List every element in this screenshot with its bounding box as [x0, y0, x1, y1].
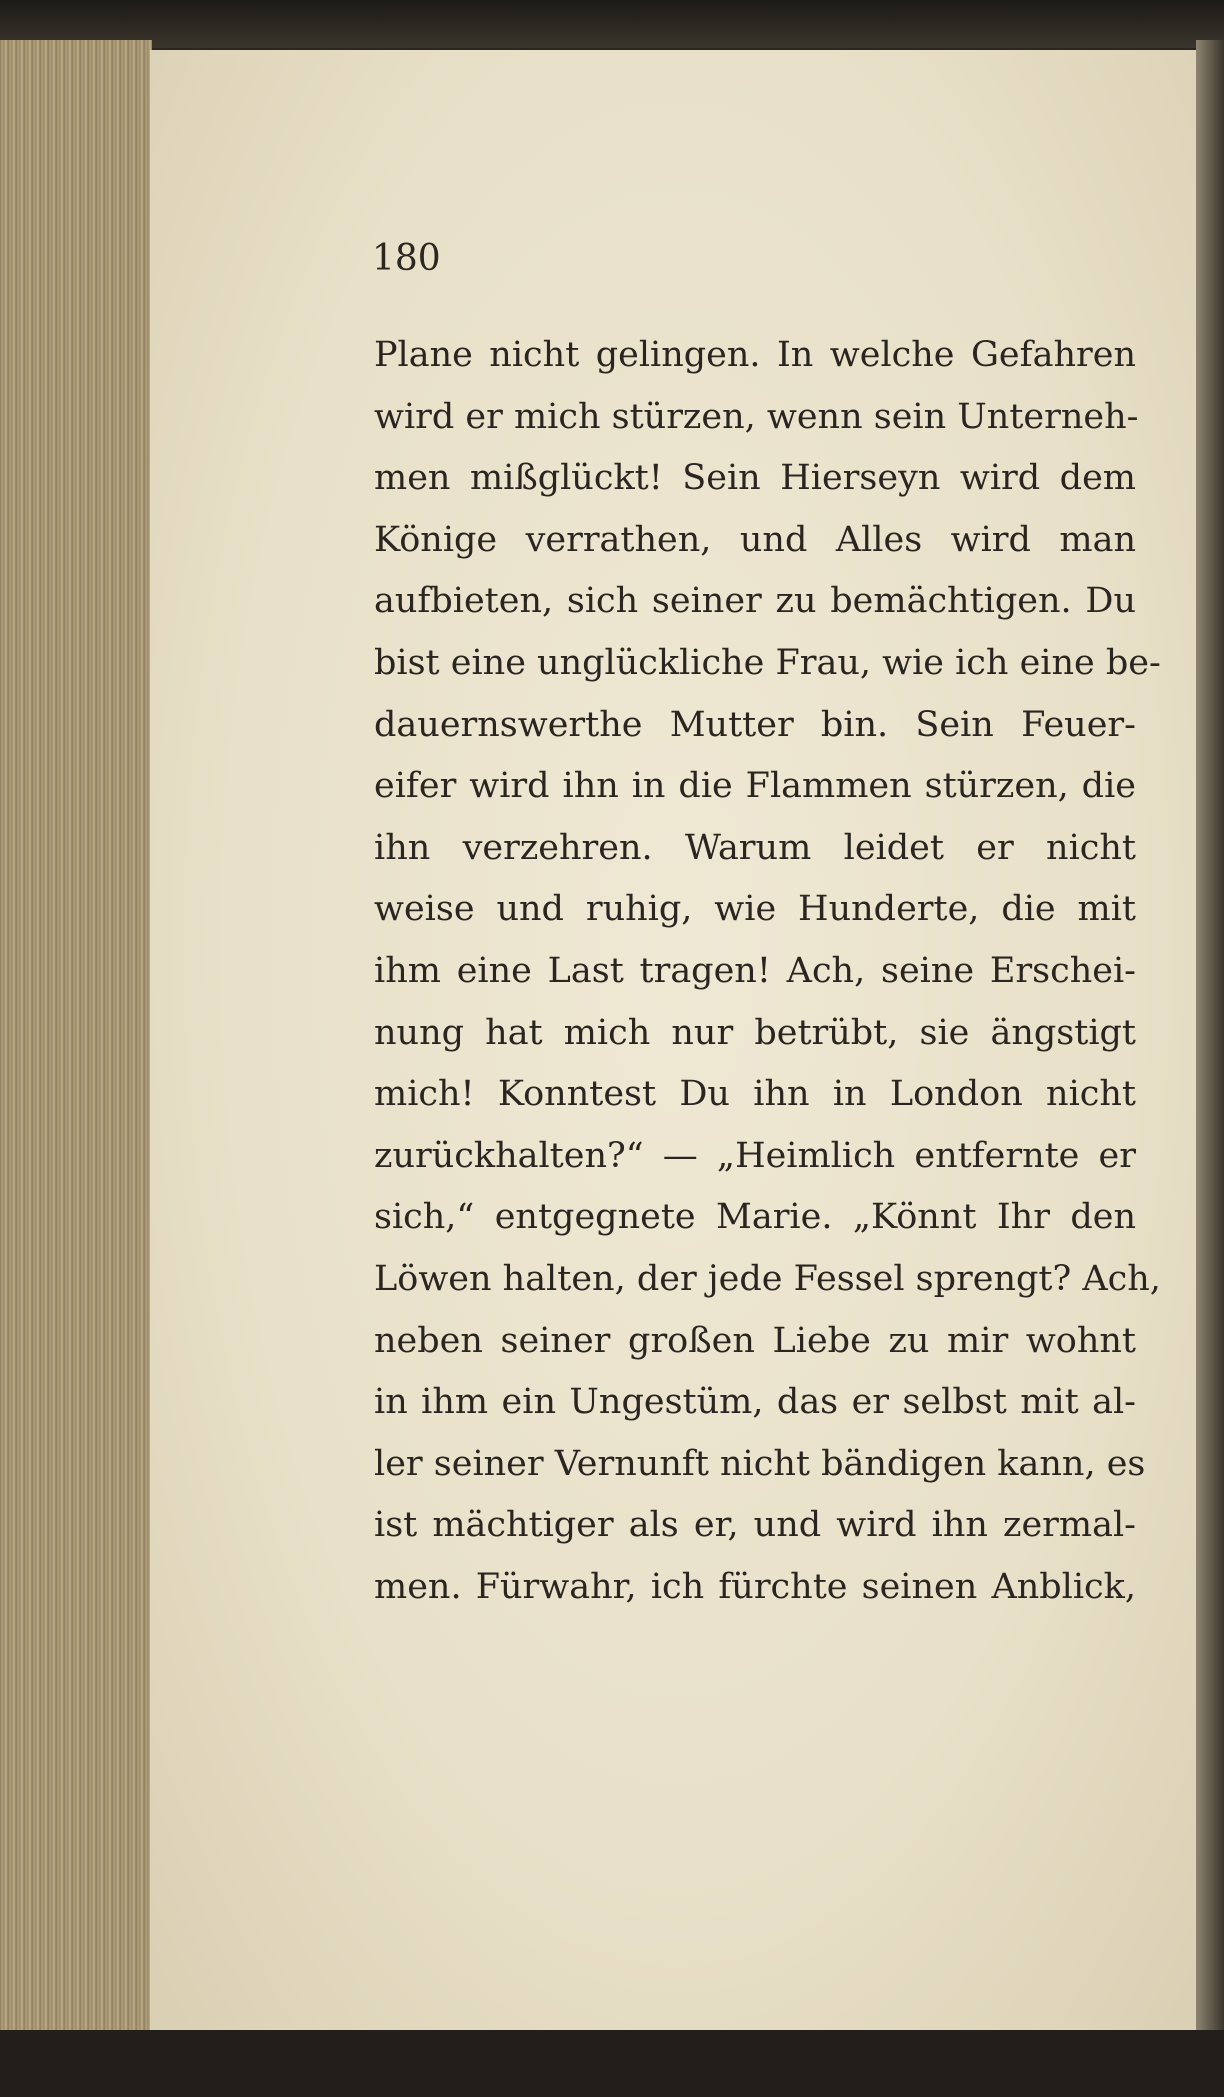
text-line: eifer wird ihn in die Flammen stürzen, die [374, 766, 1136, 807]
text-line: sich,“ entgegnete Marie. „Könnt Ihr den [374, 1197, 1136, 1238]
text-line: Löwen halten, der jede Fessel sprengt? Ach, [374, 1258, 1161, 1299]
text-line: men mißglückt! Sein Hierseyn wird dem [374, 458, 1136, 499]
text-line: neben seiner großen Liebe zu mir wohnt [374, 1320, 1136, 1361]
text-line: aufbieten, sich seiner zu bemächtigen. Du [374, 581, 1136, 622]
text-line: wird er mich stürzen, wenn sein Unterneh- [374, 396, 1139, 437]
text-line: Plane nicht gelingen. In welche Gefahren [374, 335, 1136, 375]
scan-bottom-border [0, 2030, 1224, 2097]
text-line: Könige verrathen, und Alles wird man [374, 519, 1136, 560]
body-text [374, 325, 1161, 1618]
text-line: ist mächtiger als er, und wird ihn zermal- [374, 1505, 1136, 1546]
text-line: mich! Konntest Du ihn in London nicht [374, 1074, 1136, 1115]
text-line: ihm eine Last tragen! Ach, seine Erschei- [374, 950, 1136, 991]
text-line: nung hat mich nur betrübt, sie ängstigt [374, 1012, 1136, 1053]
text-line: ihn verzehren. Warum leidet er nicht [374, 827, 1136, 868]
book-right-edge [1196, 40, 1224, 2040]
text-line: in ihm ein Ungestüm, das er selbst mit al- [374, 1382, 1136, 1423]
text-line: ler seiner Vernunft nicht bändigen kann, es [374, 1443, 1146, 1484]
book-page-edges [0, 40, 152, 2030]
text-line: weise und ruhig, wie Hunderte, die mit [374, 889, 1136, 930]
text-line: men. Fürwahr, ich fürchte seinen Anblick, [374, 1566, 1136, 1607]
text-line: dauernswerthe Mutter bin. Sein Feuer- [374, 704, 1136, 745]
page-number: 180 [372, 238, 441, 279]
text-line: zurückhalten?“ — „Heimlich entfernte er [374, 1135, 1136, 1176]
scan-top-border [0, 0, 1224, 48]
text-line: bist eine unglückliche Frau, wie ich eine be- [374, 642, 1161, 683]
